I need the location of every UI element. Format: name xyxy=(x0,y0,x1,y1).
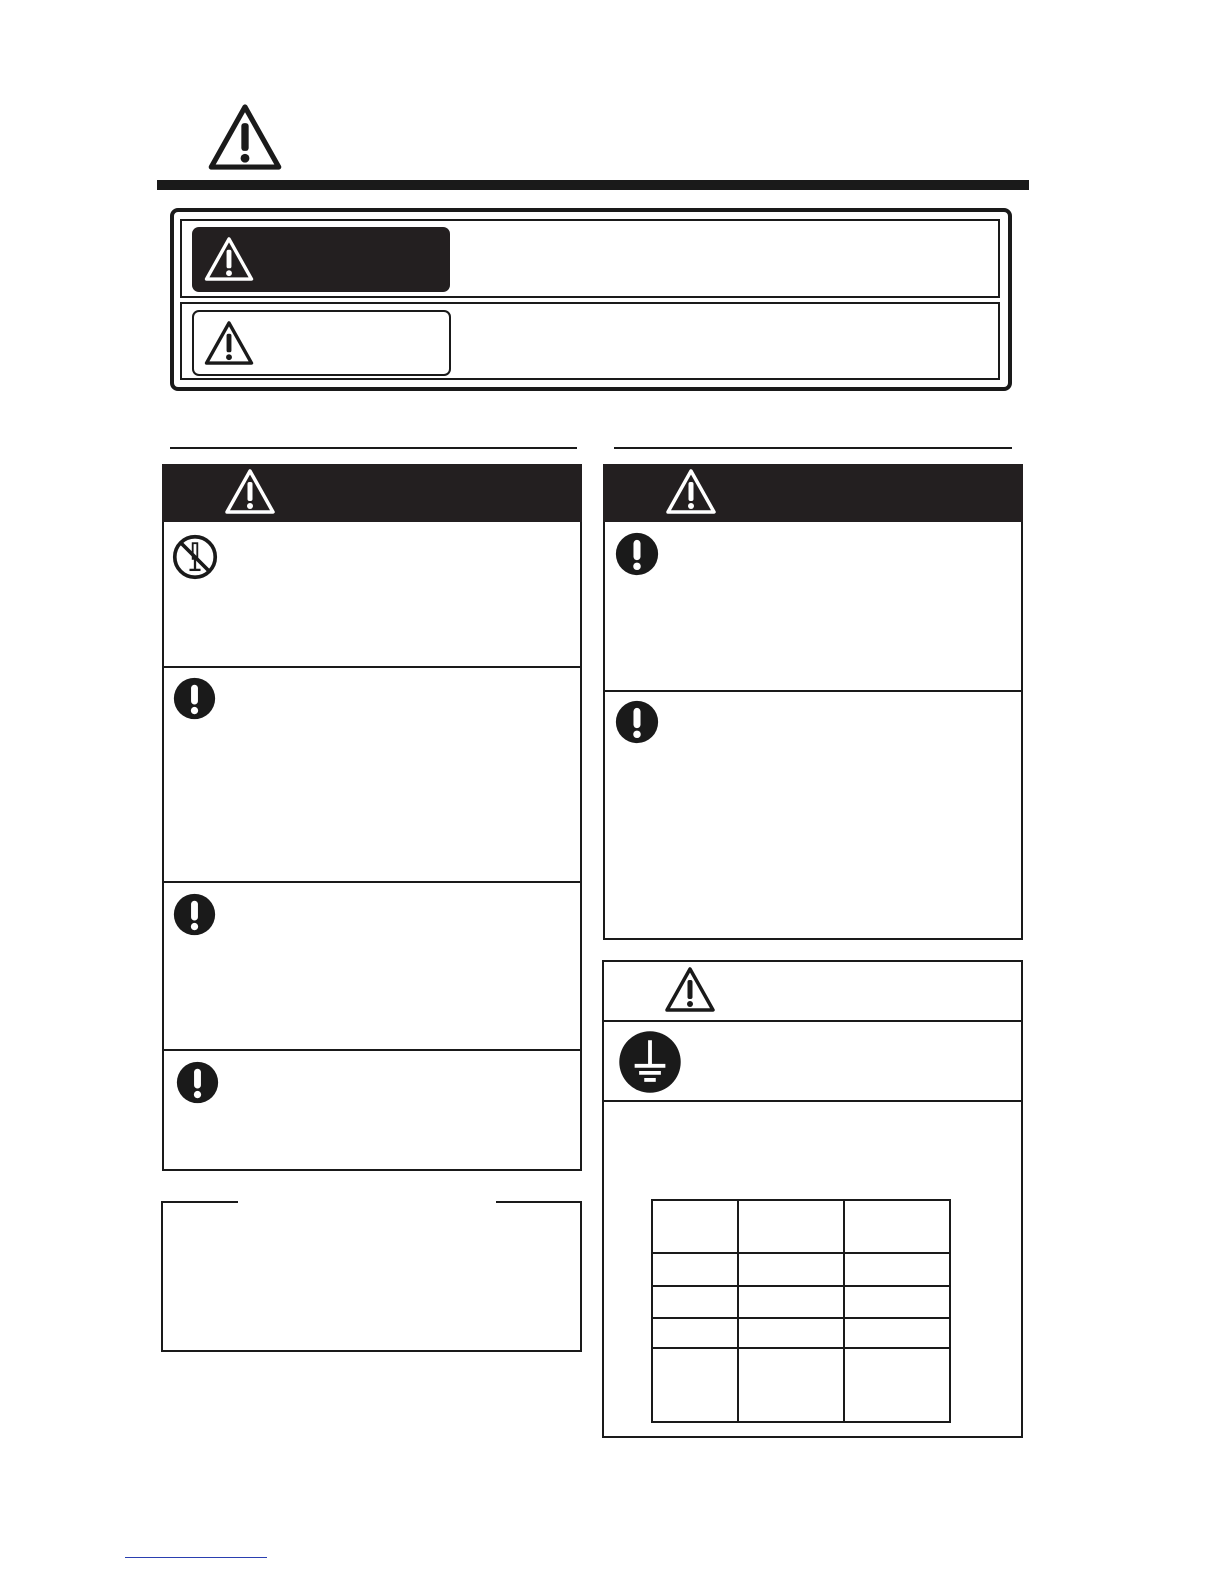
table-row-line xyxy=(651,1285,951,1287)
mandatory-action-icon xyxy=(176,1061,219,1104)
caution-signal-label xyxy=(192,310,451,376)
page-title-warning-icon xyxy=(208,104,282,170)
right-item-divider-1 xyxy=(605,690,1021,692)
table-column-line xyxy=(843,1199,845,1423)
ground-icon xyxy=(618,1030,682,1094)
table-row-line xyxy=(651,1317,951,1319)
mandatory-action-icon xyxy=(615,532,659,576)
title-rule xyxy=(157,180,1029,190)
left-warning-header xyxy=(162,464,582,522)
warning-signal-label xyxy=(192,227,450,292)
label-box-top-right-segment xyxy=(496,1201,582,1203)
warning-triangle-icon xyxy=(204,321,254,365)
right-column-title-rule xyxy=(614,447,1012,449)
table-column-line xyxy=(737,1199,739,1423)
left-column-title-rule xyxy=(170,447,577,449)
warning-triangle-icon xyxy=(225,469,275,514)
mandatory-action-icon xyxy=(173,677,216,720)
caution-table xyxy=(651,1199,951,1423)
left-label-box xyxy=(161,1202,582,1352)
warning-triangle-icon xyxy=(666,469,716,514)
label-box-top-left-segment xyxy=(161,1201,238,1203)
left-item-divider-3 xyxy=(164,1049,580,1051)
table-row-line xyxy=(651,1347,951,1349)
no-disassembly-icon xyxy=(172,534,218,580)
left-item-divider-1 xyxy=(164,666,580,668)
warning-triangle-icon xyxy=(665,967,715,1012)
mandatory-action-icon xyxy=(173,893,216,936)
left-warning-panel xyxy=(162,464,582,1171)
warning-triangle-icon xyxy=(204,237,254,281)
mandatory-action-icon xyxy=(615,700,659,744)
caution-header-divider xyxy=(604,1020,1021,1022)
footer-link-underline xyxy=(125,1557,267,1558)
right-warning-panel xyxy=(603,464,1023,940)
caution-item-divider xyxy=(604,1100,1021,1102)
right-warning-header xyxy=(603,464,1023,522)
left-item-divider-2 xyxy=(164,881,580,883)
table-row-line xyxy=(651,1252,951,1254)
